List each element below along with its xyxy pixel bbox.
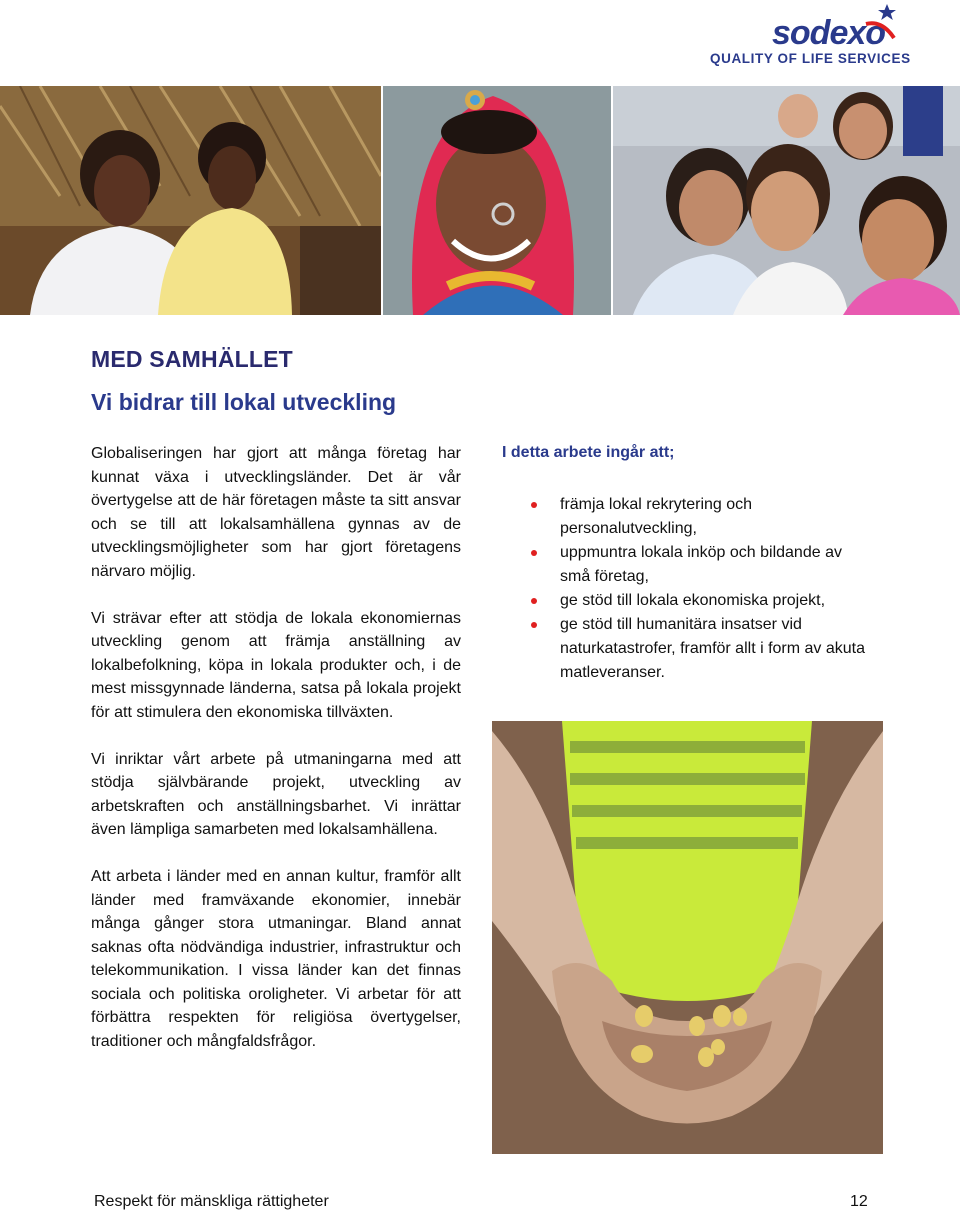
paragraph: Vi inriktar vårt arbete på utmaningarna med att stödja självbärande projekt, utveckling av arbetskraften och anställningsbarhet. Vi inrättar även lämpliga samarbeten med lokalsamhällena. (91, 750, 461, 838)
bullet-list (530, 493, 870, 685)
footer-title: Respekt för mänskliga rättigheter (94, 1193, 329, 1210)
list-item-text: uppmuntra lokala inköp och bildande av små företag, (560, 544, 842, 585)
paragraph: Att arbeta i länder med en annan kultur, framför allt länder med framväxande ekonomier, innebär många gånger stora utmaningar. Bland annat saknas ofta nödvändiga industrier, infrastruktur och telekommunikation. I vissa länder kan det finnas sociala och politiska oroligheter. Vi arbetar för att förbättra respekten för religiösa övertygelser, traditioner och mångfaldsfrågor. (91, 868, 461, 1050)
sodexo-logo (706, 2, 911, 68)
body-text-column (91, 442, 461, 1077)
list-intro: I detta arbete ingår att; (502, 444, 675, 461)
list-item-text: främja lokal rekrytering och personalutveckling, (560, 496, 753, 537)
section-subtitle: Vi bidrar till lokal utveckling (91, 389, 397, 415)
list-item (530, 493, 870, 541)
bullet-icon (531, 502, 537, 508)
paragraph: Globaliseringen har gjort att många företag har kunnat växa i utvecklingsländer. Det är vår övertygelse att de här företagen måste ta sitt ansvar och se till att lokalsamhällena gynnas av de utvecklingsmöjligheter som har gjort företagens närvaro möjlig. (91, 445, 461, 580)
list-item (530, 613, 870, 685)
bullet-icon (531, 622, 537, 628)
svg-text:sodexo: sodexo (772, 14, 886, 50)
bullet-icon (531, 598, 537, 604)
list-item-text: ge stöd till lokala ekonomiska projekt, (560, 592, 826, 609)
photo-hands-with-seeds (492, 721, 883, 1154)
list-item (530, 541, 870, 589)
logo-tagline: QUALITY OF LIFE SERVICES (710, 51, 911, 66)
photo-girl-with-jewellery (383, 86, 611, 315)
list-item (530, 589, 870, 613)
sodexo-logo-mark (706, 2, 906, 50)
photo-two-women (0, 86, 381, 315)
page-number: 12 (850, 1193, 868, 1210)
list-item-text: ge stöd till humanitära insatser vid naturkatastrofer, framför allt i form av akuta matleveranser. (560, 616, 866, 681)
bullet-icon (531, 550, 537, 556)
photo-children (613, 86, 960, 315)
section-title: MED SAMHÄLLET (91, 346, 293, 372)
paragraph: Vi strävar efter att stödja de lokala ekonomiernas utveckling genom att främja anställning av lokalbefolkning, köpa in lokala produkter och, i de mest missgynnade länderna, satsa på lokala projekt för att stimulera den ekonomiska tillväxten. (91, 609, 461, 721)
